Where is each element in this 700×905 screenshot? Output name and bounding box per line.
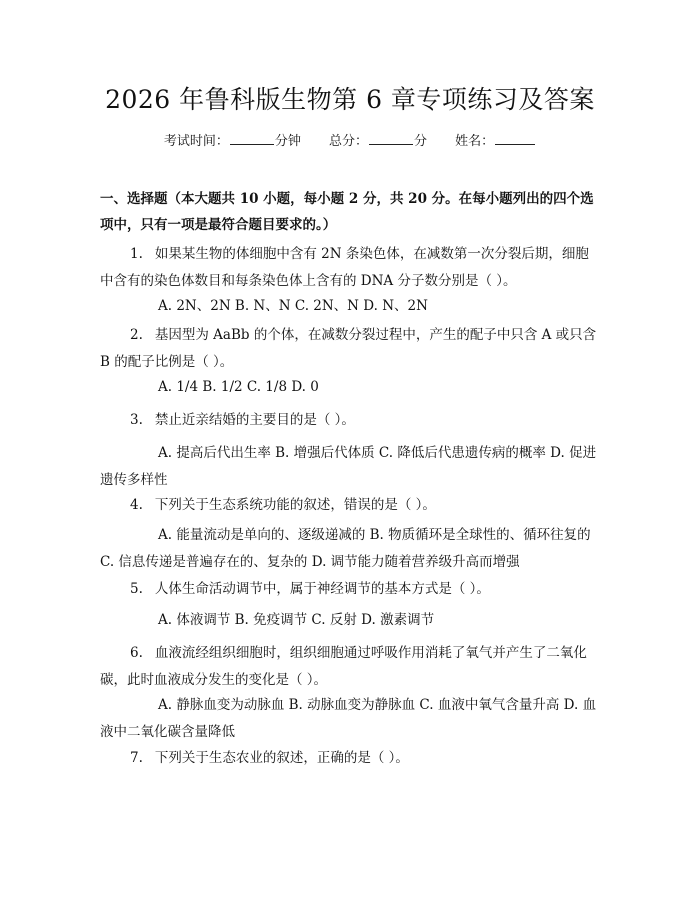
question-text: 禁止近亲结婚的主要目的是（ ）。 — [154, 412, 355, 428]
question-1 — [100, 241, 600, 295]
question-6-options: A. 静脉血变为动脉血 B. 动脉血变为静脉血 C. 血液中氧气含量升高 D. 血液中二氧化碳含量降低 — [100, 697, 597, 740]
question-2-options: A. 1/4 B. 1/2 C. 1/8 D. 0 — [158, 379, 319, 395]
page-title: 2026 年鲁科版生物第 6 章专项练习及答案 — [105, 85, 595, 114]
question-number: 4. — [130, 497, 143, 513]
question-2 — [100, 322, 600, 376]
question-number: 1. — [130, 246, 143, 262]
question-text: 下列关于生态系统功能的叙述，错误的是（ ）。 — [154, 497, 436, 513]
exam-time-unit: 分钟 — [274, 134, 301, 149]
question-4 — [100, 492, 600, 519]
student-name-label: 姓名： — [455, 134, 495, 149]
question-number: 7. — [130, 750, 143, 766]
section-heading: 一、选择题（本大题共 10 小题，每小题 2 分，共 20 分。在每小题列出的四个选项中，只有一项是最符合题目要求的。） — [100, 191, 594, 233]
question-3-options: A. 提高后代出生率 B. 增强后代体质 C. 降低后代患遗传病的概率 D. 促进遗传多样性 — [100, 445, 597, 488]
question-number: 3. — [130, 412, 143, 428]
question-text: 基因型为 AaBb 的个体，在减数分裂过程中，产生的配子中只含 A 或只含 B 的配子比例是（ ）。 — [100, 327, 597, 370]
total-score-blank — [369, 131, 413, 145]
question-text: 人体生命活动调节中，属于神经调节的基本方式是（ ）。 — [154, 581, 490, 597]
exam-meta — [0, 131, 700, 152]
exam-time-field — [164, 131, 301, 152]
question-number: 6. — [130, 645, 143, 661]
question-text: 下列关于生态农业的叙述，正确的是（ ）。 — [154, 750, 409, 766]
question-number: 5. — [130, 581, 143, 597]
question-text: 血液流经组织细胞时，组织细胞通过呼吸作用消耗了氧气并产生了二氧化碳，此时血液成分发生的变化是（ ）。 — [100, 645, 587, 688]
total-score-unit: 分 — [414, 134, 428, 149]
question-text: 如果某生物的体细胞中含有 2N 条染色体，在减数第一次分裂后期，细胞中含有的染色体数目和每条染色体上含有的 DNA 分子数分别是（ ）。 — [100, 246, 589, 289]
question-3 — [100, 407, 600, 434]
question-number: 2. — [130, 327, 143, 343]
total-score-field — [329, 131, 427, 152]
total-score-label: 总分： — [328, 134, 368, 149]
question-1-options: A. 2N、2N B. N、N C. 2N、N D. N、2N — [158, 298, 428, 314]
question-6 — [100, 640, 600, 694]
exam-time-blank — [230, 131, 274, 145]
question-5 — [100, 576, 600, 603]
exam-time-label: 考试时间： — [163, 134, 229, 149]
question-7 — [100, 745, 600, 772]
question-4-options: A. 能量流动是单向的、逐级递减的 B. 物质循环是全球性的、循环往复的 C. 信息传递是普遍存在的、复杂的 D. 调节能力随着营养级升高而增强 — [100, 527, 591, 570]
student-name-field — [455, 131, 536, 152]
student-name-blank — [495, 131, 535, 145]
question-5-options: A. 体液调节 B. 免疫调节 C. 反射 D. 激素调节 — [158, 612, 435, 628]
